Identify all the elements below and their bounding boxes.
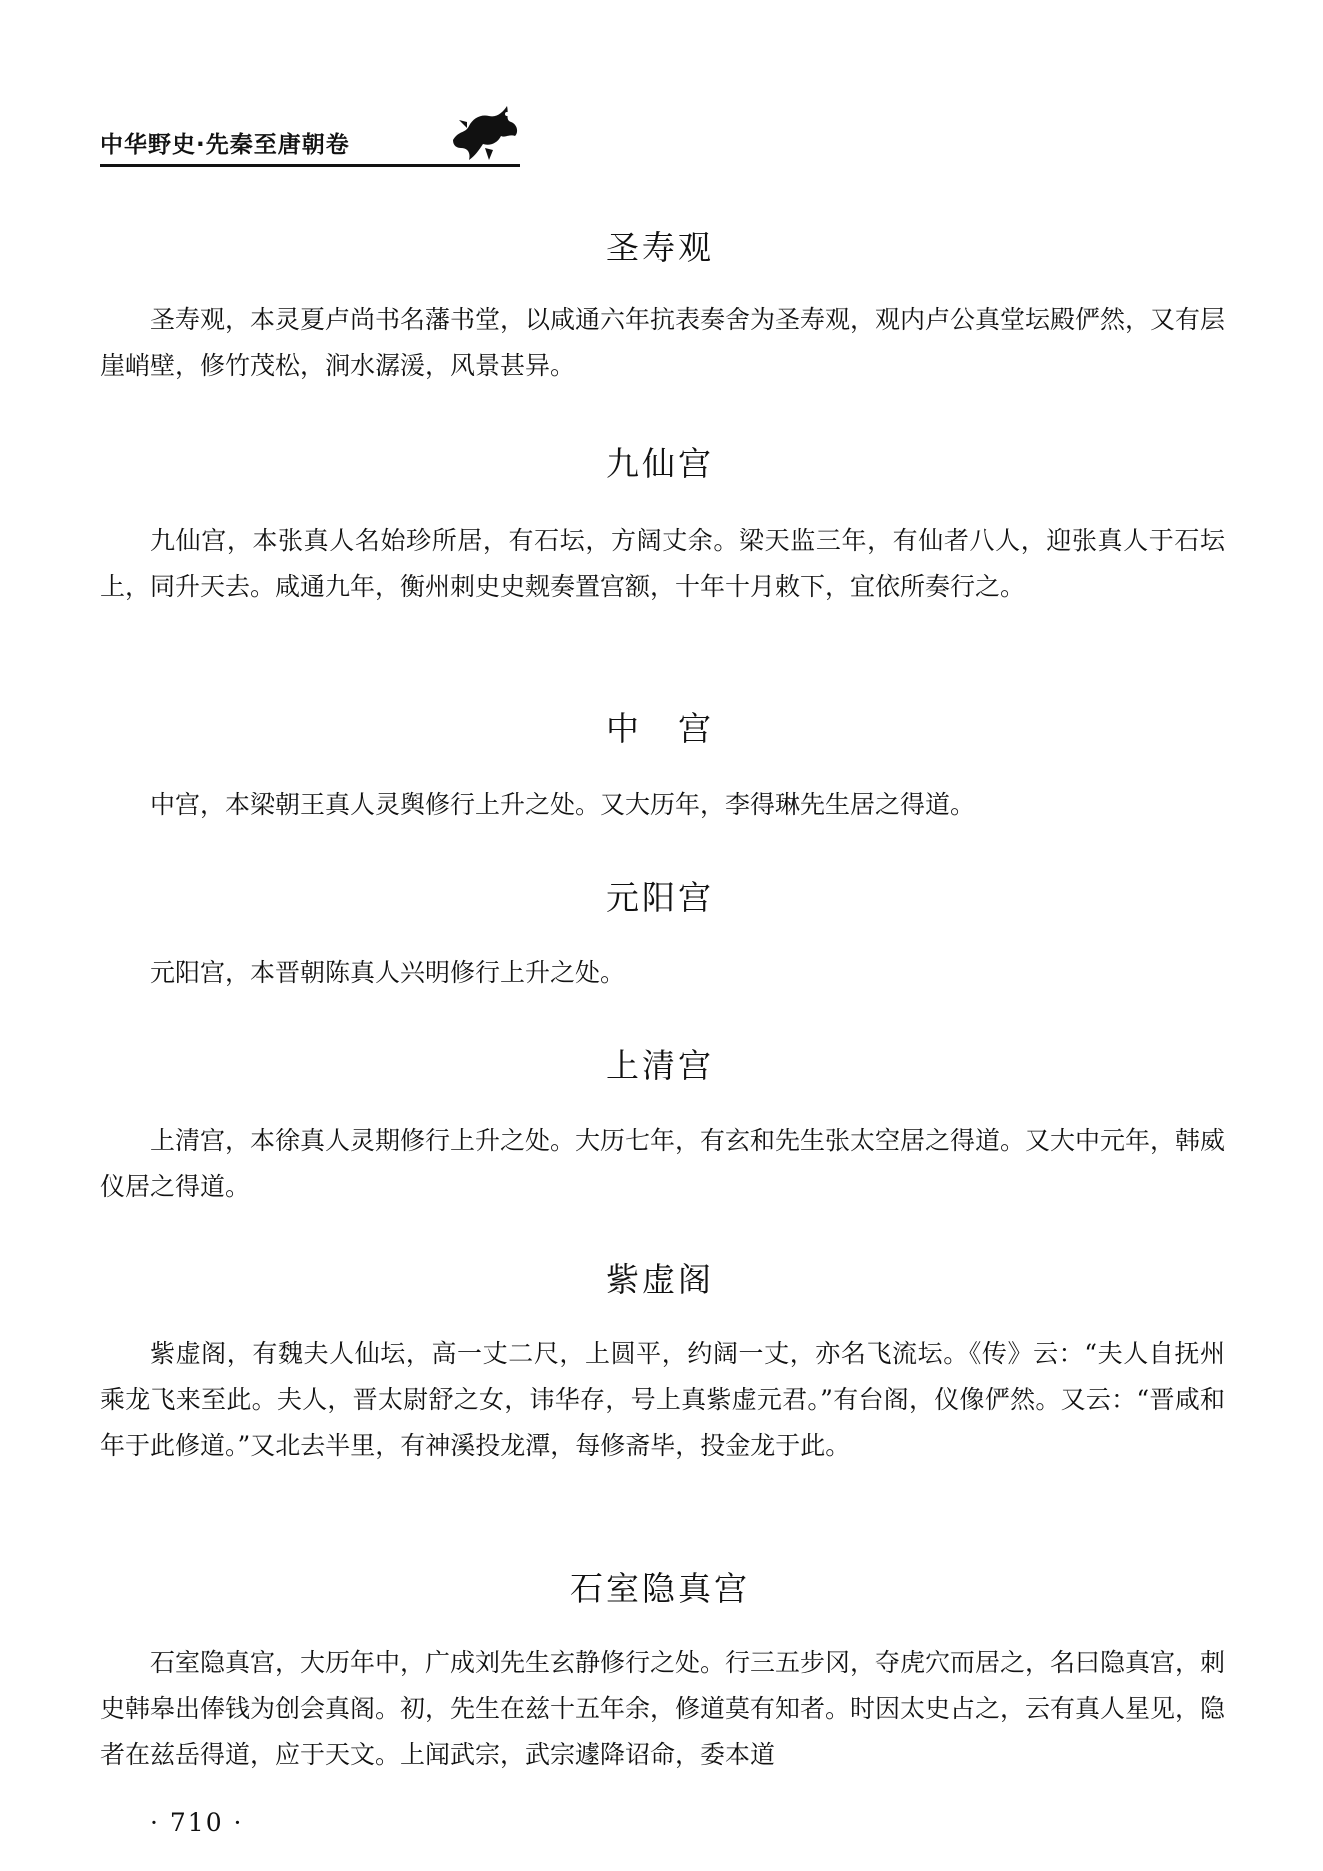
dragon-emblem-icon: [445, 100, 523, 164]
section-body-zixuge: 紫虚阁，有魏夫人仙坛，高一丈二尺，上圆平，约阔一丈，亦名飞流坛。《传》云：“夫人自抚州乘龙飞来至此。夫人，晋太尉舒之女，讳华存，号上真紫虚元君。”有台阁，仪像俨然。又云：“晋咸和年于此修道。”又北去半里，有神溪投龙潭，每修斋毕，投金龙于此。: [100, 1339, 1225, 1460]
section-body-yuanyanggong: 元阳宫，本晋朝陈真人兴明修行上升之处。: [150, 958, 626, 987]
section-title-shengshouguan: 圣寿观: [606, 228, 714, 267]
header-rule: [100, 164, 520, 167]
section-body-jiuxiangong: 九仙宫，本张真人名始珍所居，有石坛，方阔丈余。梁天监三年，有仙者八人，迎张真人于石坛上，同升天去。咸通九年，衡州刺史史觌奏置宫额，十年十月敕下，宜依所奏行之。: [100, 526, 1225, 601]
section-title-jiuxiangong: 九仙宫: [606, 444, 714, 483]
running-header: [100, 100, 520, 168]
section-title-shangqinggong: 上清宫: [606, 1046, 714, 1085]
section-title-zixuge: 紫虚阁: [606, 1260, 714, 1299]
book-title: 中华野史·先秦至唐朝卷: [100, 132, 350, 158]
section-body-shishiyinzhengong: 石室隐真宫，大历年中，广成刘先生玄静修行之处。行三五步冈，夺虎穴而居之，名曰隐真宫，刺史韩皋出俸钱为创会真阁。初，先生在兹十五年余，修道莫有知者。时因太史占之，云有真人星见，隐者在兹岳得道，应于天文。上闻武宗，武宗遽降诏命，委本道: [100, 1648, 1226, 1769]
section-body-shengshouguan: 圣寿观，本灵夏卢尚书名藩书堂，以咸通六年抗表奏舍为圣寿观，观内卢公真堂坛殿俨然，又有层崖峭壁，修竹茂松，涧水潺湲，风景甚异。: [100, 305, 1226, 380]
section-title-shishiyinzhengong: 石室隐真宫: [570, 1569, 750, 1608]
section-title-zhonggong: 中 宫: [606, 709, 714, 748]
section-body-zhonggong: 中宫，本梁朝王真人灵舆修行上升之处。又大历年，李得琳先生居之得道。: [150, 790, 976, 819]
section-body-shangqinggong: 上清宫，本徐真人灵期修行上升之处。大历七年，有玄和先生张太空居之得道。又大中元年，韩威仪居之得道。: [100, 1126, 1226, 1201]
page-number: · 710 ·: [150, 1808, 244, 1837]
section-title-yuanyanggong: 元阳宫: [606, 878, 714, 917]
